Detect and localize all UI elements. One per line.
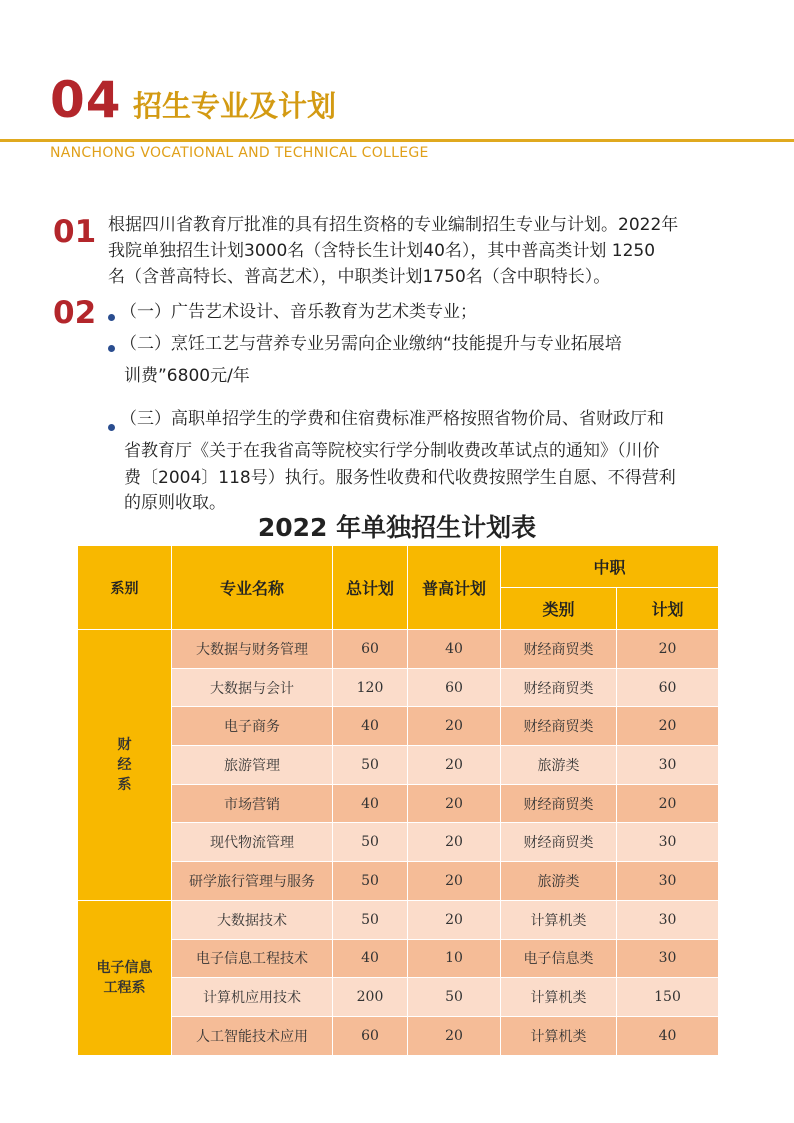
section1-line: 名（含普高特长、普高艺术），中职类计划1750名（含中职特长）。 <box>108 267 611 287</box>
header-divider <box>0 139 794 142</box>
header-category: 类别 <box>501 588 617 630</box>
table-row <box>78 668 719 707</box>
cell-plan: 150 <box>617 978 719 1017</box>
cell-general: 40 <box>408 630 501 669</box>
cell-plan: 20 <box>617 630 719 669</box>
cell-category: 旅游类 <box>501 746 617 785</box>
cell-total: 40 <box>333 784 408 823</box>
bullet-icon <box>108 345 115 352</box>
cell-category: 计算机类 <box>501 900 617 939</box>
header-plan: 计划 <box>617 588 719 630</box>
table-row <box>78 784 719 823</box>
table-row <box>78 630 719 669</box>
cell-total: 40 <box>333 939 408 978</box>
cell-total: 40 <box>333 707 408 746</box>
cell-major: 电子信息工程技术 <box>172 939 333 978</box>
cell-total: 60 <box>333 1016 408 1055</box>
item-number-01: 01 <box>53 214 97 250</box>
cell-total: 50 <box>333 746 408 785</box>
item-number-02: 02 <box>53 295 97 331</box>
note-item-3-line1: （三）高职单招学生的学费和住宿费标准严格按照省物价局、省财政厅和 <box>120 409 664 429</box>
cell-general: 20 <box>408 784 501 823</box>
note-item-2-line1: （二）烹饪工艺与营养专业另需向企业缴纳“技能提升与专业拓展培 <box>120 334 622 354</box>
cell-major: 人工智能技术应用 <box>172 1016 333 1055</box>
cell-major: 现代物流管理 <box>172 823 333 862</box>
table-row <box>78 900 719 939</box>
dept-cell: 财 经 系 <box>78 630 172 901</box>
table-row <box>78 978 719 1017</box>
cell-general: 20 <box>408 1016 501 1055</box>
dept-cell: 电子信息 工程系 <box>78 900 172 1055</box>
table-row <box>78 823 719 862</box>
cell-plan: 20 <box>617 707 719 746</box>
header-general: 普高计划 <box>408 546 501 630</box>
bullet-icon <box>108 314 115 321</box>
note-item-2-line2: 训费”6800元/年 <box>124 366 250 386</box>
section1-line: 根据四川省教育厅批准的具有招生资格的专业编制招生专业与计划。2022年 <box>108 215 679 235</box>
cell-plan: 30 <box>617 862 719 901</box>
cell-general: 20 <box>408 707 501 746</box>
note-item-1: （一）广告艺术设计、音乐教育为艺术类专业； <box>120 302 477 322</box>
cell-total: 50 <box>333 862 408 901</box>
cell-total: 60 <box>333 630 408 669</box>
cell-plan: 40 <box>617 1016 719 1055</box>
cell-total: 120 <box>333 668 408 707</box>
cell-major: 计算机应用技术 <box>172 978 333 1017</box>
cell-general: 60 <box>408 668 501 707</box>
cell-general: 10 <box>408 939 501 978</box>
cell-major: 旅游管理 <box>172 746 333 785</box>
cell-category: 计算机类 <box>501 1016 617 1055</box>
cell-general: 20 <box>408 900 501 939</box>
cell-total: 50 <box>333 823 408 862</box>
section1-text <box>108 212 678 290</box>
cell-general: 20 <box>408 823 501 862</box>
table-row <box>78 862 719 901</box>
cell-total: 50 <box>333 900 408 939</box>
header-major: 专业名称 <box>172 546 333 630</box>
header-vocational: 中职 <box>501 546 719 588</box>
cell-major: 大数据与财务管理 <box>172 630 333 669</box>
cell-plan: 30 <box>617 939 719 978</box>
cell-category: 旅游类 <box>501 862 617 901</box>
section-number: 04 <box>50 71 122 129</box>
table-row <box>78 939 719 978</box>
section1-line: 我院单独招生计划3000名（含特长生计划40名），其中普高类计划 1250 <box>108 241 656 261</box>
cell-major: 大数据技术 <box>172 900 333 939</box>
page-title: 招生专业及计划 <box>133 89 337 123</box>
enrollment-plan-table <box>77 545 719 1056</box>
cell-category: 财经商贸类 <box>501 707 617 746</box>
cell-general: 50 <box>408 978 501 1017</box>
cell-major: 大数据与会计 <box>172 668 333 707</box>
cell-general: 20 <box>408 862 501 901</box>
note-item-3-line2: 省教育厅《关于在我省高等院校实行学分制收费改革试点的通知》（川价 <box>124 441 660 461</box>
note-item-3-line4: 的原则收取。 <box>124 493 226 513</box>
cell-plan: 30 <box>617 823 719 862</box>
cell-category: 财经商贸类 <box>501 630 617 669</box>
cell-plan: 20 <box>617 784 719 823</box>
cell-major: 电子商务 <box>172 707 333 746</box>
cell-category: 财经商贸类 <box>501 668 617 707</box>
bullet-icon <box>108 424 115 431</box>
table-title: 2022 年单独招生计划表 <box>257 513 537 542</box>
note-item-3-line3: 费〔2004〕118号）执行。服务性收费和代收费按照学生自愿、不得营利 <box>124 468 676 488</box>
cell-category: 财经商贸类 <box>501 784 617 823</box>
cell-total: 200 <box>333 978 408 1017</box>
table-row <box>78 707 719 746</box>
cell-category: 计算机类 <box>501 978 617 1017</box>
cell-category: 电子信息类 <box>501 939 617 978</box>
header-total: 总计划 <box>333 546 408 630</box>
table-row <box>78 746 719 785</box>
cell-general: 20 <box>408 746 501 785</box>
college-name: NANCHONG VOCATIONAL AND TECHNICAL COLLEGE <box>50 145 429 161</box>
cell-plan: 30 <box>617 746 719 785</box>
cell-plan: 60 <box>617 668 719 707</box>
table-row <box>78 1016 719 1055</box>
header-dept: 系别 <box>78 546 172 630</box>
cell-major: 市场营销 <box>172 784 333 823</box>
cell-category: 财经商贸类 <box>501 823 617 862</box>
cell-plan: 30 <box>617 900 719 939</box>
cell-major: 研学旅行管理与服务 <box>172 862 333 901</box>
